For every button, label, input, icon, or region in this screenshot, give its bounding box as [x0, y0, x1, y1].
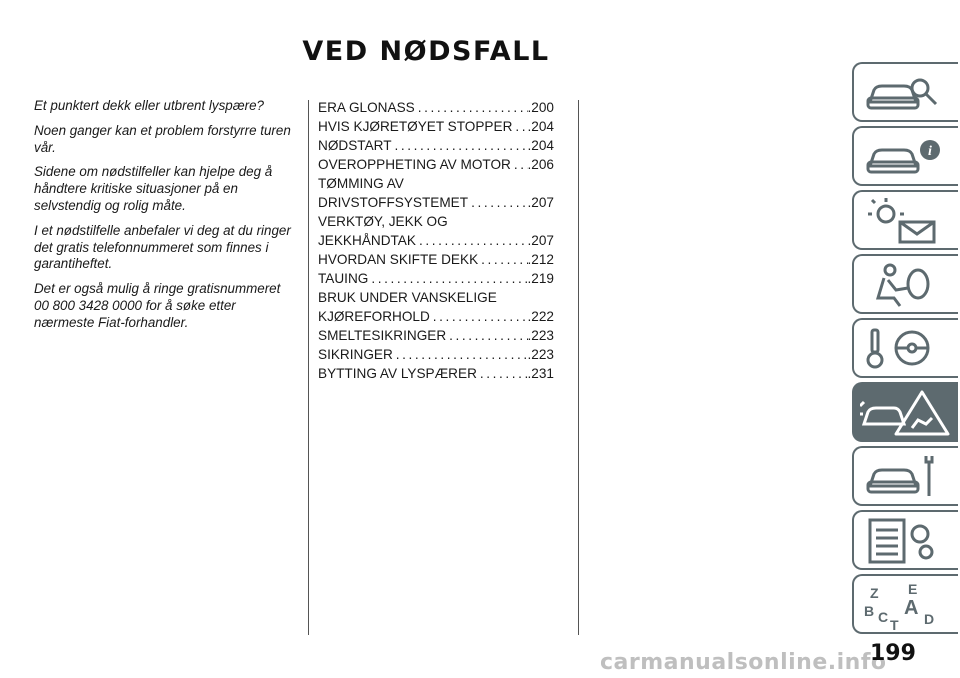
toc-entry[interactable]: TAUING ..... .219	[318, 269, 554, 288]
tab-index[interactable]	[852, 574, 958, 634]
seat-airbag-icon	[860, 260, 950, 310]
svg-text:A: A	[904, 597, 919, 619]
svg-text:C: C	[878, 609, 889, 625]
tab-car-info[interactable]	[852, 126, 958, 186]
svg-text:i: i	[928, 144, 932, 159]
tab-maintenance[interactable]	[852, 446, 958, 506]
tab-start-drive[interactable]	[852, 318, 958, 378]
toc-entry[interactable]: ERA GLONASS ..... .200	[318, 98, 554, 117]
car-crash-warning-icon	[860, 388, 950, 438]
intro-paragraph: Sidene om nødstilfeller kan hjelpe deg å håndtere kritiske situasjoner på en selvstendig og rolig måte.	[34, 164, 273, 213]
column-divider	[578, 100, 579, 635]
column-divider	[308, 100, 309, 635]
tab-emergency[interactable]	[852, 382, 958, 442]
toc-entry[interactable]: NØDSTART ..... .204	[318, 136, 554, 155]
page-number: 199	[870, 641, 916, 666]
warning-light-envelope-icon	[860, 196, 950, 246]
spec-list-gear-icon	[860, 516, 950, 566]
svg-text:T: T	[890, 617, 899, 630]
toc-entry[interactable]: KJØREFORHOLD ..... .222	[318, 307, 554, 326]
intro-paragraph: Et punktert dekk eller utbrent lyspære?	[34, 98, 264, 113]
svg-text:E: E	[908, 581, 918, 597]
toc-entry[interactable]: DRIVSTOFFSYSTEMET ..... .207	[318, 193, 554, 212]
toc-entry-line1[interactable]: BRUK UNDER VANSKELIGE	[318, 290, 497, 305]
tab-car-search[interactable]	[852, 62, 958, 122]
toc-entry[interactable]: BYTTING AV LYSPÆRER ..... .231	[318, 364, 554, 383]
toc-entry-line1[interactable]: VERKTØY, JEKK OG	[318, 214, 448, 229]
tab-warning-lights[interactable]	[852, 190, 958, 250]
intro-text	[34, 98, 296, 340]
key-steering-wheel-icon	[860, 324, 950, 374]
toc-entry[interactable]: SMELTESIKRINGER ..... .223	[318, 326, 554, 345]
toc-entry[interactable]: OVEROPPHETING AV MOTOR ..... .206	[318, 155, 554, 174]
car-wrench-icon	[860, 452, 950, 502]
svg-text:D: D	[924, 611, 935, 627]
table-of-contents	[318, 98, 554, 383]
tab-safety[interactable]	[852, 254, 958, 314]
page-title: VED NØDSFALL	[302, 36, 550, 67]
intro-paragraph: Det er også mulig å ringe gratisnummeret 00 800 3428 0000 for å søke etter nærmeste Fiat-forhandler.	[34, 281, 281, 330]
toc-entry[interactable]: SIKRINGER ..... .223	[318, 345, 554, 364]
toc-entry[interactable]: HVORDAN SKIFTE DEKK ..... .212	[318, 250, 554, 269]
watermark: carmanualsonline.info	[600, 650, 887, 675]
toc-entry[interactable]: JEKKHÅNDTAK ..... .207	[318, 231, 554, 250]
car-search-icon	[860, 68, 950, 118]
toc-entry-line1[interactable]: TØMMING AV	[318, 176, 404, 191]
svg-text:B: B	[864, 603, 875, 619]
intro-paragraph: I et nødstilfelle anbefaler vi deg at du ringer det gratis telefonnummeret som finnes i garantiheftet.	[34, 222, 291, 272]
svg-text:Z: Z	[870, 585, 879, 601]
car-info-icon	[860, 132, 950, 182]
alphabet-index-icon	[860, 580, 950, 630]
toc-entry[interactable]: HVIS KJØRETØYET STOPPER ..... .204	[318, 117, 554, 136]
intro-paragraph: Noen ganger kan et problem forstyrre turen vår.	[34, 122, 291, 155]
tab-specifications[interactable]	[852, 510, 958, 570]
